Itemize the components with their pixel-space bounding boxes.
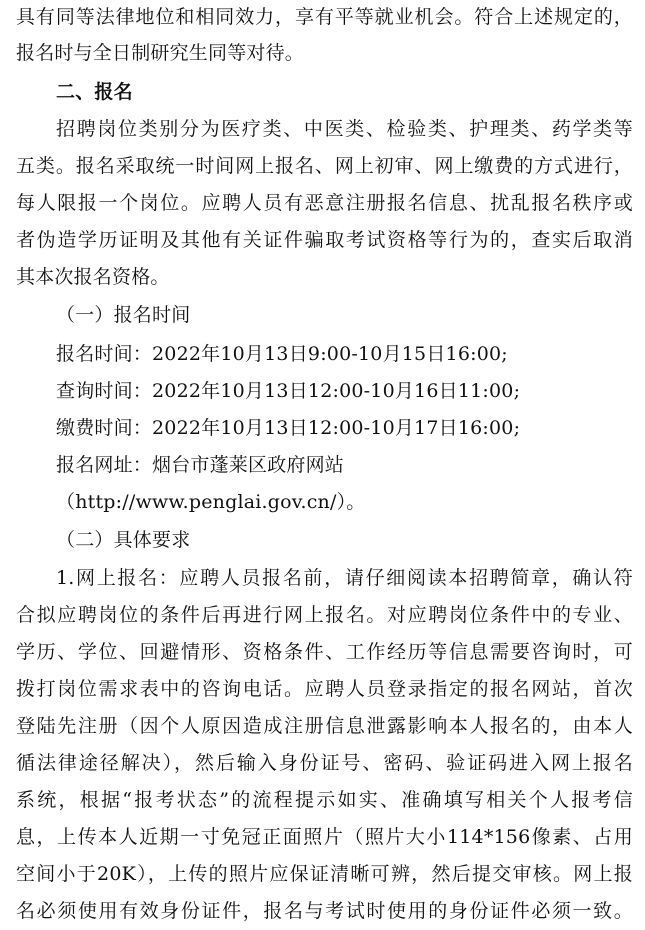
paragraph-line-5: 每人限报一个岗位。应聘人员有恶意注册报名信息、扰乱报名秩序或 <box>16 192 633 214</box>
query-time: 查询时间：2022年10月13日12:00-10月16日11:00; <box>56 380 521 402</box>
paragraph-line-9: 合拟应聘岗位的条件后再进行网上报名。对应聘岗位条件中的专业、 <box>16 604 633 626</box>
paragraph-line-13: 循法律途径解决），然后输入身份证号、密码、验证码进入网上报名 <box>16 752 633 774</box>
paragraph-line-16: 空间小于20K），上传的照片应保证清晰可辨，然后提交审核。网上报 <box>16 863 633 885</box>
registration-time: 报名时间：2022年10月13日9:00-10月15日16:00; <box>56 343 508 365</box>
paragraph-line-4: 五类。报名采取统一时间网上报名、网上初审、网上缴费的方式进行， <box>16 155 633 177</box>
section-heading-registration: 二、报名 <box>56 81 133 103</box>
registration-website-link[interactable]: （http://www.penglai.gov.cn/）。 <box>56 491 366 513</box>
paragraph-line-7: 其本次报名资格。 <box>16 266 170 288</box>
paragraph-line-11: 拨打岗位需求表中的咨询电话。应聘人员登录指定的报名网站，首次 <box>16 678 633 700</box>
paragraph-line-14: 系统，根据“报考状态”的流程提示如实、准确填写相关个人报考信 <box>16 789 633 811</box>
paragraph-line-17: 名必须使用有效身份证件，报名与考试时使用的身份证件必须一致。 <box>16 900 633 922</box>
paragraph-line-12: 登陆先注册（因个人原因造成注册信息泄露影响本人报名的，由本人 <box>16 715 633 737</box>
paragraph-line-1: 具有同等法律地位和相同效力，享有平等就业机会。符合上述规定的， <box>16 6 633 28</box>
subheading-specific-requirements: （二）具体要求 <box>56 529 191 551</box>
paragraph-line-10: 学历、学位、回避情形、资格条件、工作经历等信息需要咨询时，可 <box>16 641 633 663</box>
payment-time: 缴费时间：2022年10月13日12:00-10月17日16:00; <box>56 417 521 439</box>
registration-website-label: 报名网址：烟台市蓬莱区政府网站 <box>56 454 345 476</box>
paragraph-line-6: 者伪造学历证明及其他有关证件骗取考试资格等行为的，查实后取消 <box>16 229 633 251</box>
paragraph-line-8: 1.网上报名：应聘人员报名前，请仔细阅读本招聘简章，确认符 <box>56 567 633 589</box>
paragraph-line-15: 息，上传本人近期一寸免冠正面照片（照片大小114*156像素、占用 <box>16 826 633 848</box>
paragraph-line-3: 招聘岗位类别分为医疗类、中医类、检验类、护理类、药学类等 <box>56 118 633 140</box>
subheading-registration-time: （一）报名时间 <box>56 304 191 326</box>
paragraph-line-2: 报名时与全日制研究生同等对待。 <box>16 42 305 64</box>
